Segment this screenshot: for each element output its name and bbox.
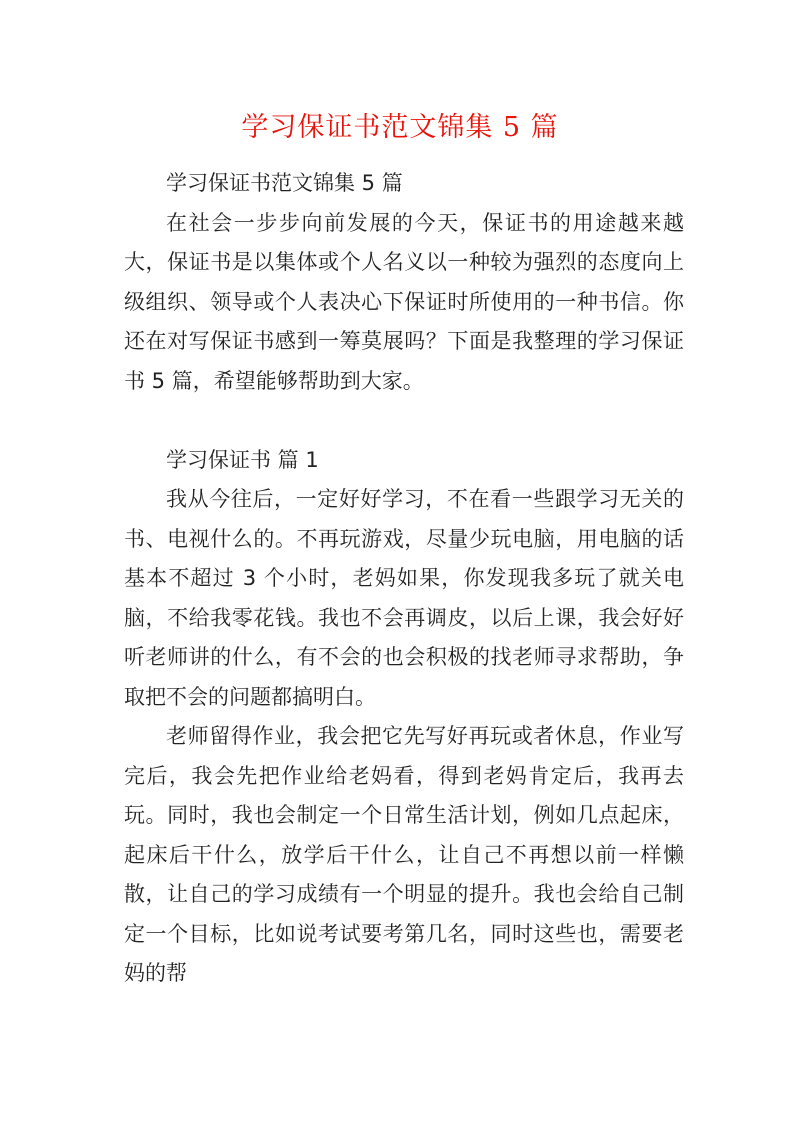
document-title: 学习保证书范文锦集 5 篇 (241, 112, 559, 143)
body-paragraph: 老师留得作业，我会把它先写好再玩或者休息，作业写完后，我会先把作业给老妈看，得到老妈肯定后，我再去玩。同时，我也会制定一个日常生活计划，例如几点起床，起床后干什么，放学后干什么，让自己不再想以前一样懒散，让自己的学习成绩有一个明显的提升。我也会给自己制定一个目标，比如说考试要考第几名，同时这些也，需要老妈的帮 (124, 724, 684, 985)
body-paragraph: 我从今往后，一定好好学习，不在看一些跟学习无关的书、电视什么的。不再玩游戏，尽量少玩电脑，用电脑的话基本不超过 3 个小时，老妈如果，你发现我多玩了就关电脑，不给我零花钱。我也不会再调皮，以后上课，我会好好听老师讲的什么，有不会的也会积极的找老师寻求帮助，争取把不会的问题都搞明白。 (124, 487, 684, 709)
subtitle-paragraph: 学习保证书范文锦集 5 篇 (166, 171, 403, 195)
blank-line (124, 401, 684, 441)
document-body (124, 164, 684, 994)
intro-paragraph: 在社会一步步向前发展的今天，保证书的用途越来越大，保证书是以集体或个人名义以一种较为强烈的态度向上级组织、领导或个人表决心下保证时所使用的一种书信。你还在对写保证书感到一筹莫展吗？下面是我整理的学习保证书 5 篇，希望能够帮助到大家。 (124, 210, 684, 393)
section-heading: 学习保证书 篇 1 (166, 447, 319, 472)
